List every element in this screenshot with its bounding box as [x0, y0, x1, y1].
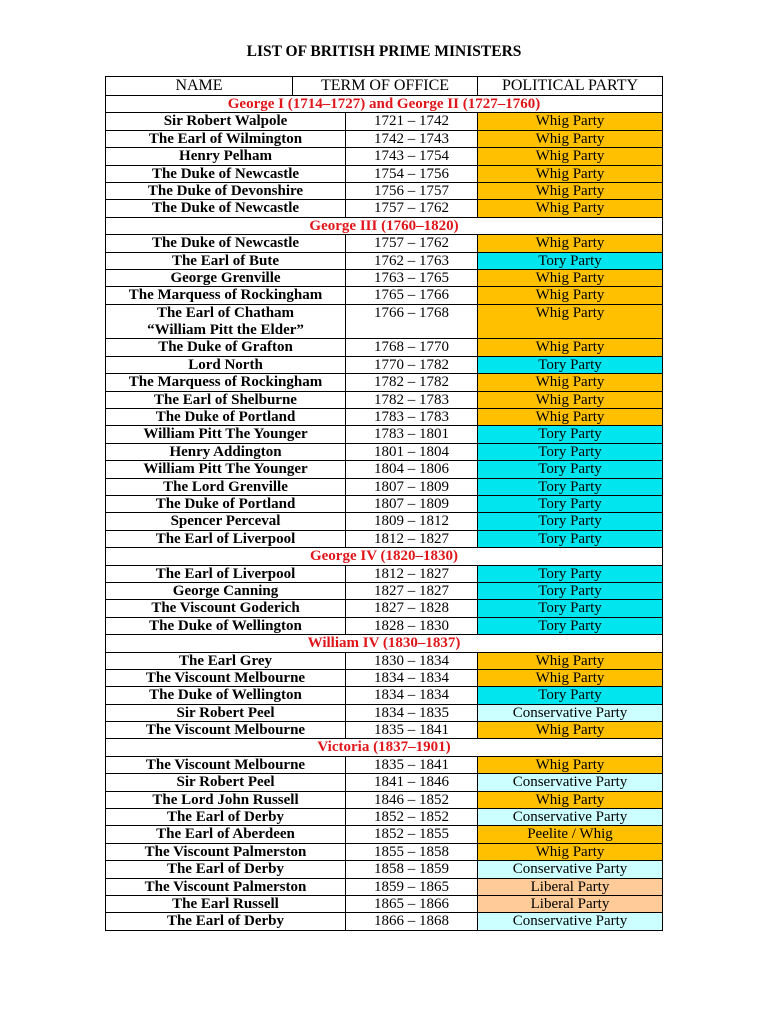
party-cell: Whig Party	[478, 235, 663, 252]
party-cell: Whig Party	[478, 374, 663, 391]
term-cell: 1866 – 1868	[346, 913, 478, 930]
party-cell: Whig Party	[478, 305, 663, 340]
term-cell: 1865 – 1866	[346, 896, 478, 913]
term-cell: 1765 – 1766	[346, 287, 478, 304]
name-cell: George Grenville	[106, 270, 346, 287]
name-cell: Spencer Perceval	[106, 513, 346, 530]
table-row	[106, 705, 663, 722]
table-row	[106, 113, 663, 130]
name-cell: The Duke of Newcastle	[106, 200, 346, 217]
party-cell: Tory Party	[478, 479, 663, 496]
term-cell: 1783 – 1801	[346, 426, 478, 443]
party-cell: Whig Party	[478, 339, 663, 356]
name-cell: The Earl of Derby	[106, 913, 346, 930]
term-cell: 1812 – 1827	[346, 531, 478, 548]
term-cell: 1763 – 1765	[346, 270, 478, 287]
table-row	[106, 426, 663, 443]
name-cell: The Duke of Newcastle	[106, 166, 346, 183]
name-cell: The Earl of Liverpool	[106, 566, 346, 583]
table-row	[106, 844, 663, 861]
table-row	[106, 722, 663, 739]
term-cell: 1834 – 1834	[346, 687, 478, 704]
term-cell: 1766 – 1768	[346, 305, 478, 340]
table-row	[106, 913, 663, 930]
name-cell: The Duke of Newcastle	[106, 235, 346, 252]
name-cell: The Earl Russell	[106, 896, 346, 913]
name-cell: The Viscount Melbourne	[106, 722, 346, 739]
term-cell: 1768 – 1770	[346, 339, 478, 356]
term-cell: 1834 – 1835	[346, 705, 478, 722]
term-cell: 1812 – 1827	[346, 566, 478, 583]
prime-ministers-table	[105, 76, 663, 931]
party-cell: Tory Party	[478, 566, 663, 583]
term-cell: 1721 – 1742	[346, 113, 478, 130]
term-cell: 1742 – 1743	[346, 131, 478, 148]
name-cell: Sir Robert Peel	[106, 705, 346, 722]
name-cell: The Duke of Portland	[106, 496, 346, 513]
term-cell: 1855 – 1858	[346, 844, 478, 861]
name-line-2: “William Pitt the Elder”	[147, 321, 304, 338]
party-cell: Whig Party	[478, 113, 663, 130]
monarch-section-row	[106, 635, 663, 652]
term-cell: 1841 – 1846	[346, 774, 478, 791]
name-cell: George Canning	[106, 583, 346, 600]
term-cell: 1782 – 1782	[346, 374, 478, 391]
party-cell: Tory Party	[478, 461, 663, 478]
term-cell: 1830 – 1834	[346, 653, 478, 670]
table-row	[106, 600, 663, 617]
name-cell: The Earl of Derby	[106, 809, 346, 826]
party-cell: Whig Party	[478, 792, 663, 809]
table-row	[106, 253, 663, 270]
term-cell: 1807 – 1809	[346, 496, 478, 513]
party-cell: Whig Party	[478, 409, 663, 426]
term-cell: 1757 – 1762	[346, 235, 478, 252]
table-row	[106, 896, 663, 913]
party-cell: Whig Party	[478, 270, 663, 287]
party-cell: Conservative Party	[478, 809, 663, 826]
table-row	[106, 339, 663, 356]
monarch-section-row	[106, 548, 663, 565]
name-cell: The Marquess of Rockingham	[106, 287, 346, 304]
table-row	[106, 183, 663, 200]
name-cell: Sir Robert Peel	[106, 774, 346, 791]
table-row	[106, 461, 663, 478]
monarch-heading: George I (1714–1727) and George II (1727–1760)	[106, 96, 663, 113]
table-row	[106, 513, 663, 530]
table-row	[106, 357, 663, 374]
term-cell: 1852 – 1852	[346, 809, 478, 826]
name-cell: The Earl of Bute	[106, 253, 346, 270]
term-cell: 1835 – 1841	[346, 757, 478, 774]
name-cell: The Earl of Aberdeen	[106, 826, 346, 843]
name-cell: The Earl of Liverpool	[106, 531, 346, 548]
name-cell: The Earl Grey	[106, 653, 346, 670]
table-row	[106, 148, 663, 165]
name-cell: The Viscount Melbourne	[106, 757, 346, 774]
party-cell: Liberal Party	[478, 896, 663, 913]
header-term-of-office: TERM OF OFFICE	[293, 77, 478, 96]
party-cell: Whig Party	[478, 200, 663, 217]
party-cell: Whig Party	[478, 287, 663, 304]
table-row	[106, 826, 663, 843]
name-cell: The Lord John Russell	[106, 792, 346, 809]
party-cell: Tory Party	[478, 513, 663, 530]
table-row	[106, 392, 663, 409]
term-cell: 1852 – 1855	[346, 826, 478, 843]
table-row	[106, 270, 663, 287]
term-cell: 1743 – 1754	[346, 148, 478, 165]
table-row	[106, 235, 663, 252]
term-cell: 1828 – 1830	[346, 618, 478, 635]
name-cell: Henry Pelham	[106, 148, 346, 165]
page-title: LIST OF BRITISH PRIME MINISTERS	[246, 43, 522, 60]
header-name: NAME	[106, 77, 293, 96]
table-row	[106, 131, 663, 148]
table-row	[106, 444, 663, 461]
term-cell: 1782 – 1783	[346, 392, 478, 409]
party-cell: Tory Party	[478, 687, 663, 704]
party-cell: Whig Party	[478, 653, 663, 670]
name-cell: The Duke of Wellington	[106, 687, 346, 704]
name-cell: William Pitt The Younger	[106, 426, 346, 443]
party-cell: Tory Party	[478, 444, 663, 461]
party-cell: Whig Party	[478, 392, 663, 409]
header-political-party: POLITICAL PARTY	[478, 77, 663, 96]
table-row	[106, 653, 663, 670]
table-row	[106, 531, 663, 548]
name-cell: Lord North	[106, 357, 346, 374]
name-cell: Henry Addington	[106, 444, 346, 461]
name-cell: The Viscount Palmerston	[106, 844, 346, 861]
table-row	[106, 479, 663, 496]
term-cell: 1858 – 1859	[346, 861, 478, 878]
table-row	[106, 287, 663, 304]
table-row	[106, 583, 663, 600]
name-cell: The Viscount Palmerston	[106, 879, 346, 896]
party-cell: Conservative Party	[478, 913, 663, 930]
party-cell: Tory Party	[478, 426, 663, 443]
name-cell: The Earl of Wilmington	[106, 131, 346, 148]
table-row	[106, 879, 663, 896]
monarch-heading: George III (1760–1820)	[106, 218, 663, 235]
table-row	[106, 670, 663, 687]
party-cell: Whig Party	[478, 670, 663, 687]
party-cell: Whig Party	[478, 166, 663, 183]
term-cell: 1846 – 1852	[346, 792, 478, 809]
term-cell: 1809 – 1812	[346, 513, 478, 530]
term-cell: 1835 – 1841	[346, 722, 478, 739]
table-row	[106, 566, 663, 583]
name-cell: The Duke of Wellington	[106, 618, 346, 635]
name-cell: The Duke of Devonshire	[106, 183, 346, 200]
party-cell: Liberal Party	[478, 879, 663, 896]
party-cell: Tory Party	[478, 583, 663, 600]
name-line: The Earl of Chatham	[156, 304, 295, 321]
party-cell: Tory Party	[478, 357, 663, 374]
term-cell: 1783 – 1783	[346, 409, 478, 426]
term-cell: 1859 – 1865	[346, 879, 478, 896]
term-cell: 1770 – 1782	[346, 357, 478, 374]
table-row	[106, 618, 663, 635]
table-row	[106, 774, 663, 791]
name-cell	[106, 305, 346, 340]
term-cell: 1804 – 1806	[346, 461, 478, 478]
name-cell: The Duke of Grafton	[106, 339, 346, 356]
table-row	[106, 305, 663, 340]
term-cell: 1827 – 1827	[346, 583, 478, 600]
party-cell: Tory Party	[478, 253, 663, 270]
table-row	[106, 757, 663, 774]
party-cell: Conservative Party	[478, 705, 663, 722]
party-cell: Peelite / Whig	[478, 826, 663, 843]
party-cell: Whig Party	[478, 722, 663, 739]
party-cell: Conservative Party	[478, 861, 663, 878]
name-cell: The Viscount Melbourne	[106, 670, 346, 687]
term-cell: 1762 – 1763	[346, 253, 478, 270]
term-cell: 1827 – 1828	[346, 600, 478, 617]
party-cell: Whig Party	[478, 183, 663, 200]
monarch-section-row	[106, 218, 663, 235]
name-cell: The Lord Grenville	[106, 479, 346, 496]
table-row	[106, 374, 663, 391]
table-row	[106, 861, 663, 878]
term-cell: 1756 – 1757	[346, 183, 478, 200]
table-row	[106, 496, 663, 513]
name-cell: The Viscount Goderich	[106, 600, 346, 617]
table-row	[106, 792, 663, 809]
term-cell: 1801 – 1804	[346, 444, 478, 461]
party-cell: Tory Party	[478, 600, 663, 617]
table-row	[106, 200, 663, 217]
table-row	[106, 687, 663, 704]
term-cell: 1834 – 1834	[346, 670, 478, 687]
name-cell: Sir Robert Walpole	[106, 113, 346, 130]
party-cell: Whig Party	[478, 757, 663, 774]
party-cell: Whig Party	[478, 131, 663, 148]
name-cell: William Pitt The Younger	[106, 461, 346, 478]
name-cell: The Earl of Shelburne	[106, 392, 346, 409]
table-row	[106, 409, 663, 426]
term-cell: 1754 – 1756	[346, 166, 478, 183]
term-cell: 1807 – 1809	[346, 479, 478, 496]
name-cell: The Duke of Portland	[106, 409, 346, 426]
table-row	[106, 809, 663, 826]
term-cell: 1757 – 1762	[346, 200, 478, 217]
monarch-heading: William IV (1830–1837)	[106, 635, 663, 652]
monarch-section-row	[106, 739, 663, 756]
table-row	[106, 166, 663, 183]
party-cell: Tory Party	[478, 531, 663, 548]
party-cell: Whig Party	[478, 148, 663, 165]
name-cell: The Marquess of Rockingham	[106, 374, 346, 391]
monarch-heading: Victoria (1837–1901)	[106, 739, 663, 756]
monarch-section-row	[106, 96, 663, 113]
table-header-row	[106, 77, 663, 96]
party-cell: Tory Party	[478, 618, 663, 635]
party-cell: Conservative Party	[478, 774, 663, 791]
party-cell: Tory Party	[478, 496, 663, 513]
monarch-heading: George IV (1820–1830)	[106, 548, 663, 565]
party-cell: Whig Party	[478, 844, 663, 861]
name-cell: The Earl of Derby	[106, 861, 346, 878]
